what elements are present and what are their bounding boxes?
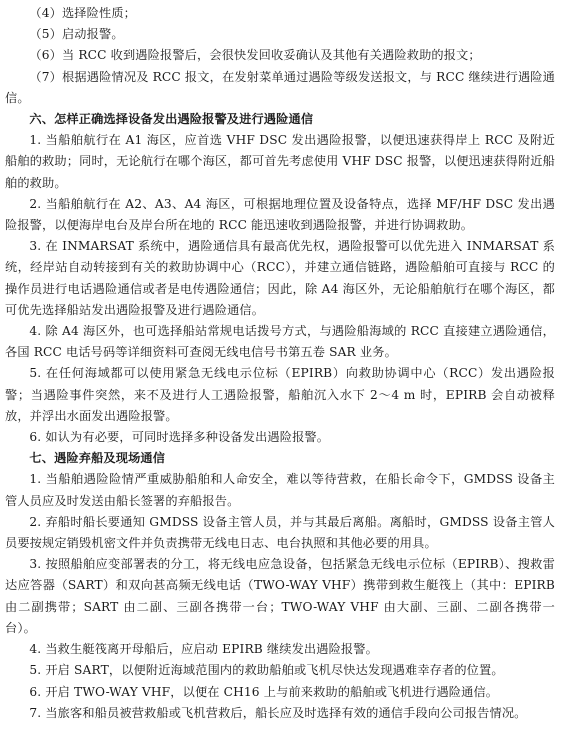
section-heading: 七、遇险弃船及现场通信 — [29, 451, 166, 466]
paragraph: 4. 当救生艇筏离开母船后，应启动 EPIRB 继续发出遇险报警。 — [29, 642, 378, 657]
paragraph: 6. 开启 TWO-WAY VHF，以便在 CH16 上与前来救助的船舶或飞机进行遇险通信。 — [29, 684, 499, 699]
list-item: （6）当 RCC 收到遇险报警后，会很快发回收妥确认及其他有关遇险救助的报文； — [29, 48, 481, 63]
paragraph: 1. 当船舶遇险险情严重威胁船舶和人命安全，难以等待营救，在船长命令下，GMDSS 设备主管人员应及时发送由船长签署的弃船报告。 — [5, 472, 555, 508]
list-item: （4）选择险性质； — [29, 6, 136, 20]
paragraph: 2. 弃船时船长要通知 GMDSS 设备主管人员，并与其最后离船。离船时，GMDSS 设备主管人员要按规定销毁机密文件并负责携带无线电日志、电台执照和其他必要的用具。 — [5, 514, 555, 551]
section-heading: 六、怎样正确选择设备发出遇险报警及进行遇险通信 — [29, 112, 314, 127]
paragraph: 5. 在任何海域都可以使用紧急无线电示位标（EPIRB）向救助协调中心（RCC）发出遇险报警；当遇险事件突然，来不及进行人工遇险报警，船舶沉入水下 2～4 m 时，EPIRB 会自动被释放，并浮出水面发出遇险报警。 — [5, 366, 555, 423]
paragraph: 7. 当旅客和船员被营救船或飞机营救后，船长应及时选择有效的通信手段向公司报告情况。 — [29, 705, 527, 720]
paragraph: 5. 开启 SART，以便附近海域范围内的救助船舶或飞机尽快达发现遇难幸存者的位置。 — [29, 663, 504, 678]
list-item: （5）启动报警。 — [29, 27, 124, 42]
paragraph: 3. 按照船舶应变部署表的分工，将无线电应急设备，包括紧急无线电示位标（EPIRB）、搜救雷达应答器（SART）和双向甚高频无线电话（TWO-WAY VHF）携带到救生艇筏上（其中：EPIRB 由二副携带；SART 由二副、三副各携带一台；TWO-WAY VHF 由大副、三副、二副各携带一台）。 — [5, 557, 555, 635]
paragraph: 4. 除 A4 海区外，也可选择船站常规电话拨号方式，与遇险船海域的 RCC 直接建立遇险通信，各国 RCC 电话号码等详细资料可查阅无线电信号书第五卷 SAR 业务。 — [5, 324, 555, 360]
paragraph: 6. 如认为有必要，可同时选择多种设备发出遇险报警。 — [29, 430, 330, 445]
list-item: （7）根据遇险情况及 RCC 报文，在发射菜单通过遇险等级发送报文，与 RCC 继续进行遇险通信。 — [5, 69, 555, 105]
paragraph: 2. 当船舶航行在 A2、A3、A4 海区，可根据地理位置及设备特点，选择 MF/HF DSC 发出遇险报警，以便海岸电台及岸台所在地的 RCC 能迅速收到遇险报警，并进行协调救助。 — [5, 196, 555, 233]
paragraph: 3. 在 INMARSAT 系统中，遇险通信具有最高优先权，遇险报警可以优先进入 INMARSAT 系统，经岸站自动转接到有关的救助协调中心（RCC），并建立通信链路，遇险船舶可直接与 RCC 的操作员进行电话遇险通信或者是电传遇险通信；因此，除 A4 海区外，无论船舶航行在哪个海区，都可优先选择船站发出遇险报警及进行遇险通信。 — [5, 239, 555, 317]
document-page — [5, 3, 555, 724]
paragraph: 1. 当船舶航行在 A1 海区，应首选 VHF DSC 发出遇险报警，以便迅速获得岸上 RCC 及附近船舶的救助；同时，无论航行在哪个海区，都可首先考虑使用 VHF DSC 报警，以便迅速获得附近船舶的救助。 — [5, 133, 555, 190]
